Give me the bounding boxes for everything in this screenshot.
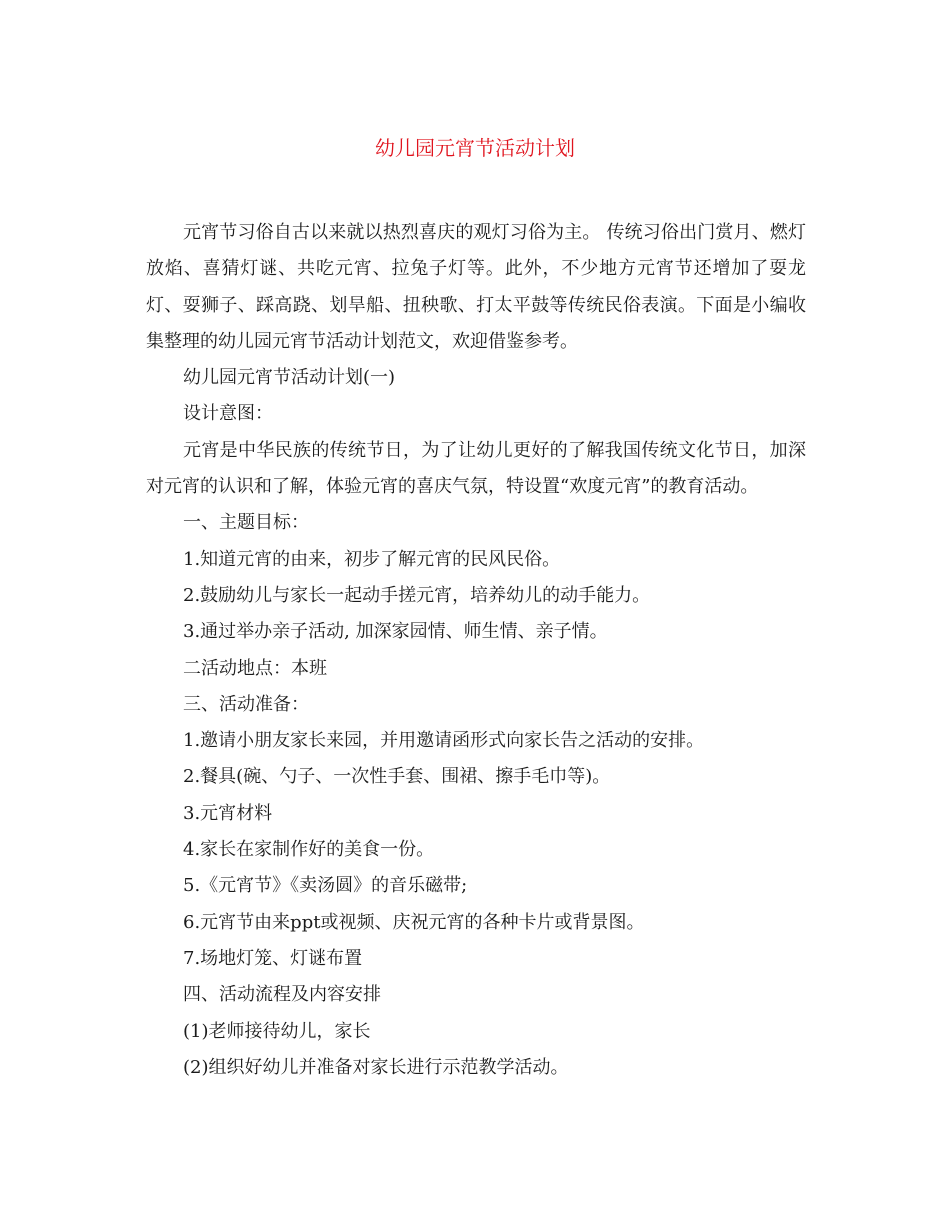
preparation-item: 7.场地灯笼、灯谜布置 [183,947,363,969]
section-heading-location: 二活动地点：本班 [183,657,327,679]
plan-heading: 幼儿园元宵节活动计划(一) [183,367,396,389]
process-item: (2)组织好幼儿并准备对家长进行示范教学活动。 [183,1056,569,1078]
preparation-item: 1.邀请小朋友家长来园，并用邀请函形式向家长告之活动的安排。 [183,730,705,752]
preparation-item: 4.家长在家制作好的美食一份。 [183,839,435,861]
intro-paragraph: 元宵节习俗自古以来就以热烈喜庆的观灯习俗为主。 传统习俗出门赏月、燃灯放焰、喜猜灯谜、共吃元宵、拉兔子灯等。此外，不少地方元宵节还增加了耍龙灯、耍狮子、踩高跷、划旱船、扭秧歌、打太平鼓等传统民俗表演。下面是小编收集整理的幼儿园元宵节活动计划范文，欢迎借鉴参考。 [146,222,806,352]
section-heading-process: 四、活动流程及内容安排 [183,984,381,1006]
goal-item: 3.通过举办亲子活动, 加深家园情、师生情、亲子情。 [183,621,608,643]
preparation-item: 6.元宵节由来ppt或视频、庆祝元宵的各种卡片或背景图。 [183,911,645,933]
goal-item: 2.鼓励幼儿与家长一起动手搓元宵，培养幼儿的动手能力。 [183,584,651,606]
preparation-item: 2.餐具(碗、勺子、一次性手套、围裙、擦手毛巾等)。 [183,766,611,788]
document-title: 幼儿园元宵节活动计划 [375,136,575,160]
section-heading-preparation: 三、活动准备： [183,693,309,715]
goal-item: 1.知道元宵的由来，初步了解元宵的民风民俗。 [183,548,561,570]
section-label-design-intent: 设计意图： [183,403,273,425]
design-intent-paragraph: 元宵是中华民族的传统节日，为了让幼儿更好的了解我国传统文化节日，加深对元宵的认识和了解，体验元宵的喜庆气氛，特设置“欢度元宵”的教育活动。 [146,439,806,498]
process-item: (1)老师接待幼儿，家长 [183,1020,371,1042]
preparation-item: 3.元宵材料 [183,802,273,824]
document-body [146,215,806,1086]
section-heading-goals: 一、主题目标： [183,512,309,534]
preparation-item: 5.《元宵节》《卖汤圆》的音乐磁带; [183,875,468,897]
